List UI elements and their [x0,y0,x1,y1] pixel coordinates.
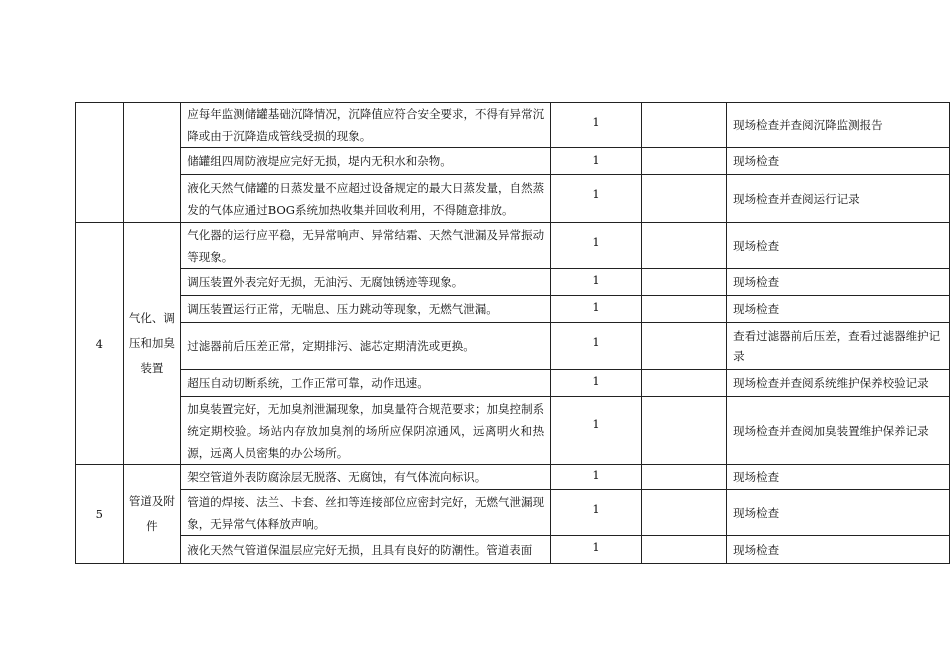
requirement-cell: 液化天然气管道保温层应完好无损，且具有良好的防潮性。管道表面 [181,536,551,564]
empty-cell [642,323,727,370]
item-number-cell: 5 [76,465,124,564]
score-cell: 1 [551,103,642,148]
requirement-cell: 气化器的运行应平稳，无异常响声、异常结霜、天然气泄漏及异常振动等现象。 [181,223,551,269]
score-cell: 1 [551,269,642,296]
table-row [76,103,950,148]
table-row [76,223,950,269]
score-cell: 1 [551,175,642,223]
method-cell: 查看过滤器前后压差，查看过滤器维护记录 [727,323,950,370]
requirement-cell: 储罐组四周防液堤应完好无损，堤内无积水和杂物。 [181,148,551,175]
method-cell: 现场检查 [727,536,950,564]
requirement-cell: 加臭装置完好，无加臭剂泄漏现象，加臭量符合规范要求；加臭控制系统定期校验。场站内存放加臭剂的场所应保阴凉通风，远离明火和热源，远离人员密集的办公场所。 [181,397,551,465]
requirement-cell: 管道的焊接、法兰、卡套、丝扣等连接部位应密封完好，无燃气泄漏现象，无异常气体释放声响。 [181,490,551,536]
category-cell: 管道及附件 [123,465,181,564]
item-number-cell [76,103,124,223]
empty-cell [642,296,727,323]
method-cell: 现场检查 [727,269,950,296]
table-row [76,397,950,465]
empty-cell [642,175,727,223]
table-row [76,465,950,490]
empty-cell [642,397,727,465]
requirement-cell: 应每年监测储罐基础沉降情况，沉降值应符合安全要求，不得有异常沉降或由于沉降造成管线受损的现象。 [181,103,551,148]
inspection-table [75,102,950,564]
requirement-cell: 架空管道外表防腐涂层无脱落、无腐蚀，有气体流向标识。 [181,465,551,490]
table-row [76,536,950,564]
empty-cell [642,536,727,564]
method-cell: 现场检查 [727,223,950,269]
requirement-cell: 调压装置运行正常，无喘息、压力跳动等现象，无燃气泄漏。 [181,296,551,323]
score-cell: 1 [551,465,642,490]
empty-cell [642,490,727,536]
score-cell: 1 [551,490,642,536]
method-cell: 现场检查 [727,296,950,323]
table-row [76,296,950,323]
empty-cell [642,103,727,148]
score-cell: 1 [551,323,642,370]
category-cell: 气化、调压和加臭装置 [123,223,181,465]
empty-cell [642,223,727,269]
requirement-cell: 调压装置外表完好无损，无油污、无腐蚀锈迹等现象。 [181,269,551,296]
table-row [76,490,950,536]
method-cell: 现场检查 [727,465,950,490]
empty-cell [642,269,727,296]
score-cell: 1 [551,148,642,175]
score-cell: 1 [551,223,642,269]
empty-cell [642,465,727,490]
method-cell: 现场检查并查阅沉降监测报告 [727,103,950,148]
method-cell: 现场检查并查阅加臭装置维护保养记录 [727,397,950,465]
category-cell [123,103,181,223]
table-row [76,323,950,370]
score-cell: 1 [551,370,642,397]
score-cell: 1 [551,536,642,564]
score-cell: 1 [551,397,642,465]
requirement-cell: 超压自动切断系统，工作正常可靠，动作迅速。 [181,370,551,397]
score-cell: 1 [551,296,642,323]
method-cell: 现场检查 [727,490,950,536]
requirement-cell: 过滤器前后压差正常，定期排污、滤芯定期清洗或更换。 [181,323,551,370]
empty-cell [642,148,727,175]
method-cell: 现场检查并查阅系统维护保养校验记录 [727,370,950,397]
table-row [76,370,950,397]
method-cell: 现场检查 [727,148,950,175]
table-row [76,148,950,175]
item-number-cell: 4 [76,223,124,465]
requirement-cell: 液化天然气储罐的日蒸发量不应超过设备规定的最大日蒸发量，自然蒸发的气体应通过BOG系统加热收集并回收利用，不得随意排放。 [181,175,551,223]
method-cell: 现场检查并查阅运行记录 [727,175,950,223]
table-row [76,175,950,223]
table-row [76,269,950,296]
empty-cell [642,370,727,397]
